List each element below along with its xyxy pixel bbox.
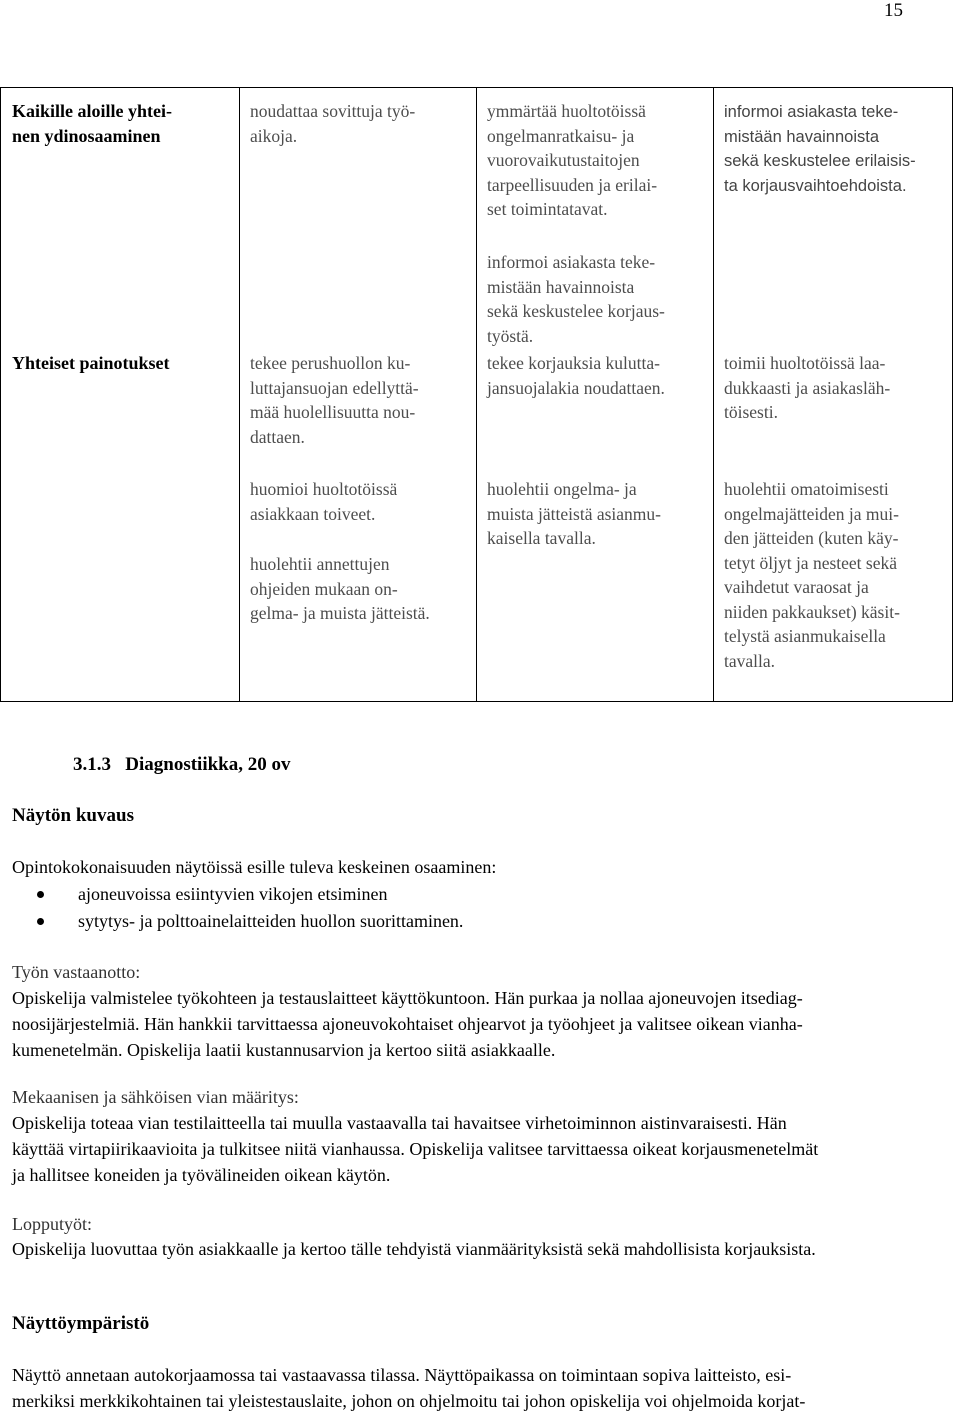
table-cell: tekee korjauksia kulutta- jansuojalakia noudattaen.	[487, 353, 665, 398]
table-divider	[476, 88, 477, 701]
bullet-icon	[37, 891, 44, 898]
lopputyot-text: Opiskelija luovuttaa työn asiakkaalle ja kertoo tälle tehdyistä vianmäärityksistä sekä mahdollisista korjauksista.	[12, 1239, 816, 1259]
table-cell: huomioi huoltotöissä asiakkaan toiveet.	[250, 479, 398, 524]
intro-text: Opintokokonaisuuden näytöissä esille tuleva keskeinen osaaminen:	[12, 857, 497, 877]
maaritys-text: Opiskelija toteaa vian testilaitteella tai muulla vastaavalla tai havaitsee virhetoiminnon aistinvaraisesti. Hän käyttää virtapiirikaavioita ja tulkitsee niitä vianhaussa. Opiskelija valitsee tarvittaessa oikeat korjausmenetelmät ja hallitsee koneiden ja työvälineiden oikean käytön.	[12, 1113, 819, 1185]
maaritys-heading: Mekaanisen ja sähköisen vian määritys:	[12, 1087, 299, 1107]
table-cell: ymmärtää huoltotöissä ongelmanratkaisu- ja vuorovaikutustaitojen tarpeellisuuden ja erilai- set toimintatavat.	[487, 101, 658, 219]
table-cell: informoi asiakasta teke- mistään havainnoista sekä keskustelee korjaus- työstä.	[487, 252, 665, 346]
section-heading	[73, 752, 290, 778]
section-title: Diagnostiikka, 20 ov	[125, 754, 291, 775]
naytto-heading: Näytön kuvaus	[12, 805, 134, 826]
list-item-text: sytytys- ja polttoainelaitteiden huollon suorittaminen.	[78, 911, 464, 931]
list-item	[12, 908, 942, 935]
table-divider	[713, 88, 714, 701]
table-cell: informoi asiakasta teke- mistään havainnoista sekä keskustelee erilaisis- ta korjausvaihtoehdoista.	[724, 103, 916, 195]
ymparisto-text: Näyttö annetaan autokorjaamossa tai vastaavassa tilassa. Näyttöpaikassa on toimintaan sopiva laitteisto, esi- merkiksi merkkikohtainen tai yleistestauslaite, johon on ohjelmoitu tai johon opiskelija voi ohjelmoida korjat-	[12, 1365, 806, 1411]
list-item-text: ajoneuvoissa esiintyvien vikojen etsiminen	[78, 884, 388, 904]
competency-table	[0, 87, 953, 702]
list-item	[12, 881, 942, 908]
section-number: 3.1.3	[73, 754, 111, 775]
vastaanotto-text: Opiskelija valmistelee työkohteen ja testauslaitteet käyttökuntoon. Hän purkaa ja nollaa ajoneuvojen itsediag- noosijärjestelmiä. Hän hankkii tarvittaessa ajoneuvokohtaiset ohjearvot ja työohjeet ja valitsee oikean vianha- kumenetelmän. Opiskelija laatii kustannusarvion ja kertoo siitä asiakkaalle.	[12, 988, 803, 1060]
competency-list	[12, 881, 942, 935]
table-cell: noudattaa sovittuja työ- aikoja.	[250, 101, 416, 146]
vastaanotto-heading: Työn vastaanotto:	[12, 962, 141, 982]
row-label-painotukset: Yhteiset painotukset	[12, 353, 170, 373]
table-cell: tekee perushuollon ku- luttajansuojan edellyttä- mää huolellisuutta nou- dattaen.	[250, 353, 419, 447]
table-divider	[239, 88, 240, 701]
table-cell: huolehtii ongelma- ja muista jätteistä asianmu- kaisella tavalla.	[487, 479, 661, 548]
row-label-ydinosaaminen: Kaikille aloille yhtei- nen ydinosaaminen	[12, 101, 172, 146]
bullet-icon	[37, 918, 44, 925]
table-cell: huolehtii omatoimisesti ongelmajätteiden ja mui- den jätteiden (kuten käy- tetyt öljyt ja nesteet sekä vaihdetut varaosat ja niiden pakkaukset) käsit- telystä asianmukaisella tavalla.	[724, 479, 900, 671]
table-cell: huolehtii annettujen ohjeiden mukaan on- gelma- ja muista jätteistä.	[250, 554, 430, 623]
table-cell: toimii huoltotöissä laa- dukkaasti ja asiakasläh- töisesti.	[724, 353, 891, 422]
ymparisto-heading: Näyttöympäristö	[12, 1313, 150, 1334]
lopputyot-heading: Lopputyöt:	[12, 1214, 92, 1234]
page-number: 15	[884, 0, 903, 21]
